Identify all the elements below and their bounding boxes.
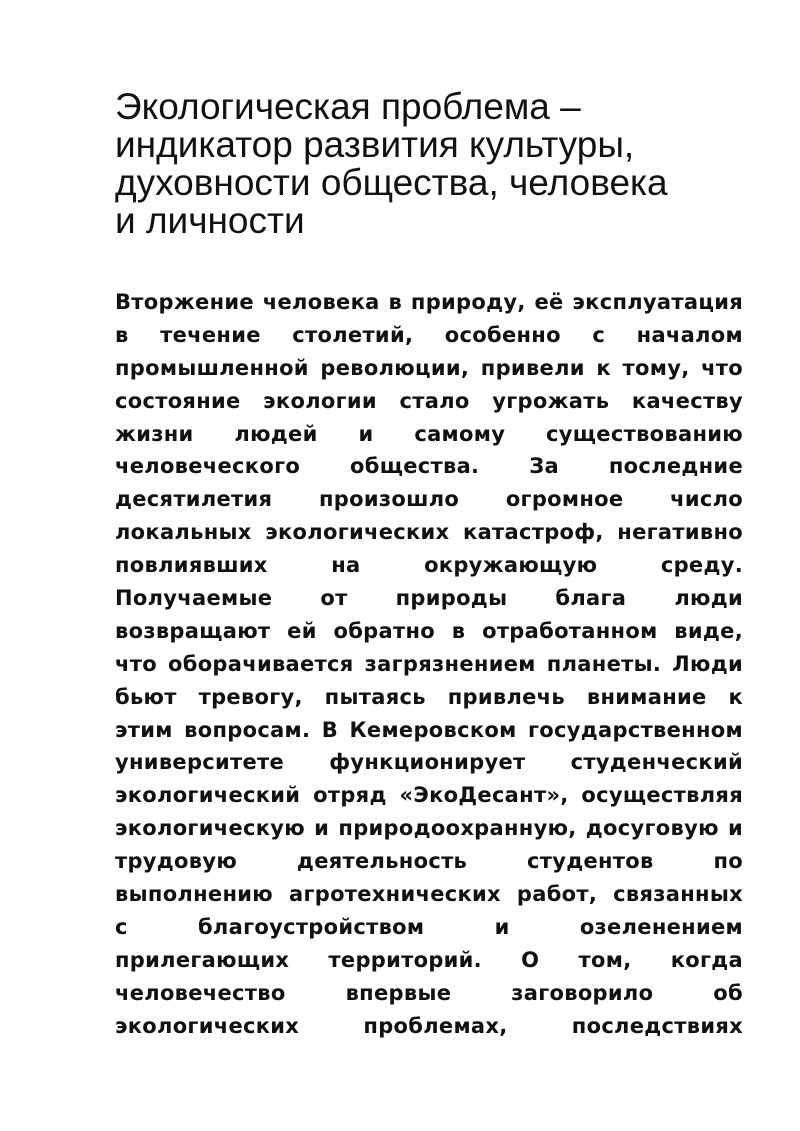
- paragraph-line: локальных экологических катастроф, негативно: [115, 520, 743, 545]
- paragraph-line: этим вопросам. В Кемеровском государственном: [115, 717, 743, 742]
- paragraph-line: человеческого общества. За последние: [115, 454, 743, 479]
- paragraph-line: бьют тревогу, пытаясь привлечь внимание к: [115, 684, 743, 709]
- title-line: Экологическая проблема –: [115, 86, 581, 127]
- title-line: и личности: [115, 200, 305, 241]
- body-paragraph: [115, 286, 743, 1042]
- paragraph-line: выполнению агротехнических работ, связанных: [115, 882, 743, 907]
- paragraph-line: жизни людей и самому существованию: [115, 421, 743, 446]
- paragraph-line: повлиявших на окружающую среду.: [115, 553, 743, 578]
- paragraph-line: с благоустройством и озеленением: [115, 914, 743, 939]
- paragraph-line: экологический отряд «ЭкоДесант», осуществляя: [115, 783, 743, 808]
- paragraph-line: что оборачивается загрязнением планеты. Люди: [115, 651, 743, 676]
- paragraph-line: экологическую и природоохранную, досуговую и: [115, 816, 743, 841]
- document-title: [115, 88, 755, 240]
- paragraph-line: Получаемые от природы блага люди: [115, 586, 743, 611]
- paragraph-line: промышленной революции, привели к тому, что: [115, 355, 743, 380]
- title-line: индикатор развития культуры,: [115, 124, 635, 165]
- paragraph-line: десятилетия произошло огромное число: [115, 487, 743, 512]
- paragraph-line: университете функционирует студенческий: [115, 750, 743, 775]
- paragraph-line: человечество впервые заговорило об: [115, 980, 743, 1005]
- paragraph-line: возвращают ей обратно в отработанном виде,: [115, 618, 743, 643]
- paragraph-line: в течение столетий, особенно с началом: [115, 322, 743, 347]
- paragraph-line: прилегающих территорий. О том, когда: [115, 947, 743, 972]
- paragraph-line: экологических проблемах, последствиях: [115, 1013, 743, 1038]
- paragraph-line: трудовую деятельность студентов по: [115, 849, 743, 874]
- paragraph-line: состояние экологии стало угрожать качеству: [115, 388, 743, 413]
- title-line: духовности общества, человека: [115, 162, 668, 203]
- paragraph-line: Вторжение человека в природу, её эксплуатация: [115, 290, 743, 314]
